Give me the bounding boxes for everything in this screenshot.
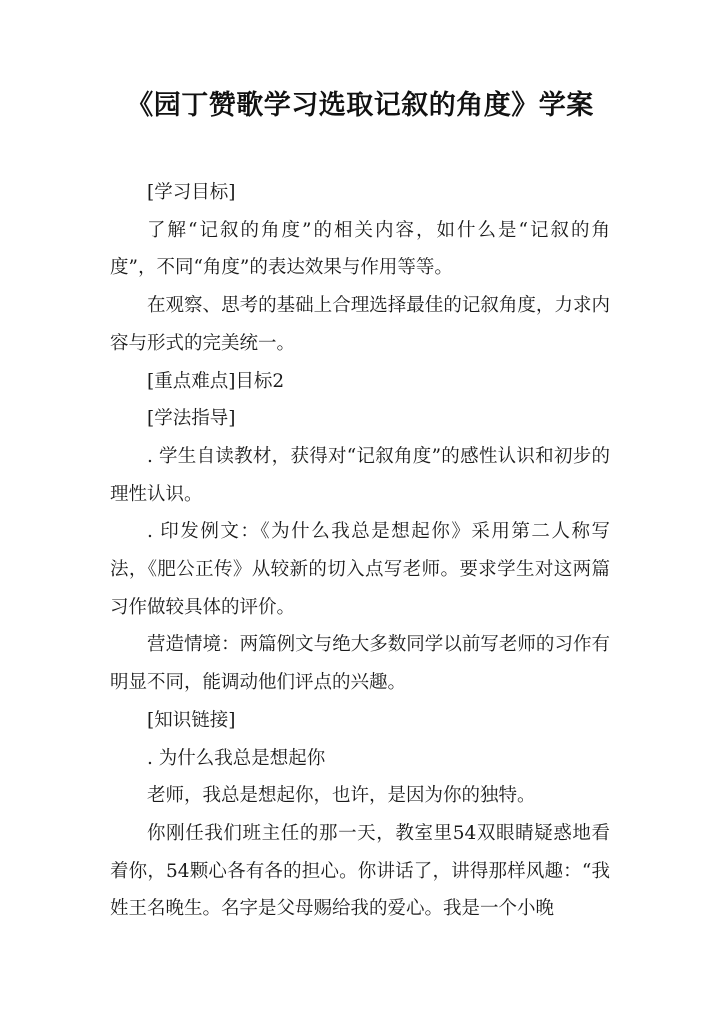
list-item: . 为什么我总是想起你 bbox=[147, 747, 326, 769]
paragraph: 你刚任我们班主任的那一天，教室里54双眼睛疑惑地看着你，54颗心各有各的担心。你讲话了，讲得那样风趣：“我姓王名晚生。名字是父母赐给我的爱心。我是一个小晚 bbox=[110, 822, 610, 920]
list-item: . 印发例文：《为什么我总是想起你》采用第二人称写法，《肥公正传》从较新的切入点写老师。要求学生对这两篇习作做较具体的评价。 bbox=[110, 521, 610, 618]
section-heading-learning-goals: [学习目标] bbox=[147, 182, 236, 203]
section-heading-study-guide: [学法指导] bbox=[147, 408, 236, 430]
paragraph: 老师，我总是想起你，也许，是因为你的独特。 bbox=[147, 785, 536, 807]
paragraph: 在观察、思考的基础上合理选择最佳的记叙角度，力求内容与形式的完美统一。 bbox=[110, 295, 610, 354]
paragraph: 营造情境：两篇例文与绝大多数同学以前写老师的习作有明显不同，能调动他们评点的兴趣。 bbox=[110, 634, 610, 694]
list-item: . 学生自读教材，获得对“记叙角度”的感性认识和初步的理性认识。 bbox=[110, 445, 610, 505]
section-heading-knowledge-link: [知识链接] bbox=[147, 709, 236, 731]
document-title: 《园丁赞歌学习选取记叙的角度》学案 bbox=[126, 90, 594, 121]
document-body bbox=[110, 174, 610, 928]
paragraph: 了解“记叙的角度”的相关内容，如什么是“记叙的角度”，不同“角度”的表达效果与作用等等。 bbox=[110, 219, 610, 279]
section-heading-key-points: [重点难点]目标2 bbox=[147, 370, 285, 392]
